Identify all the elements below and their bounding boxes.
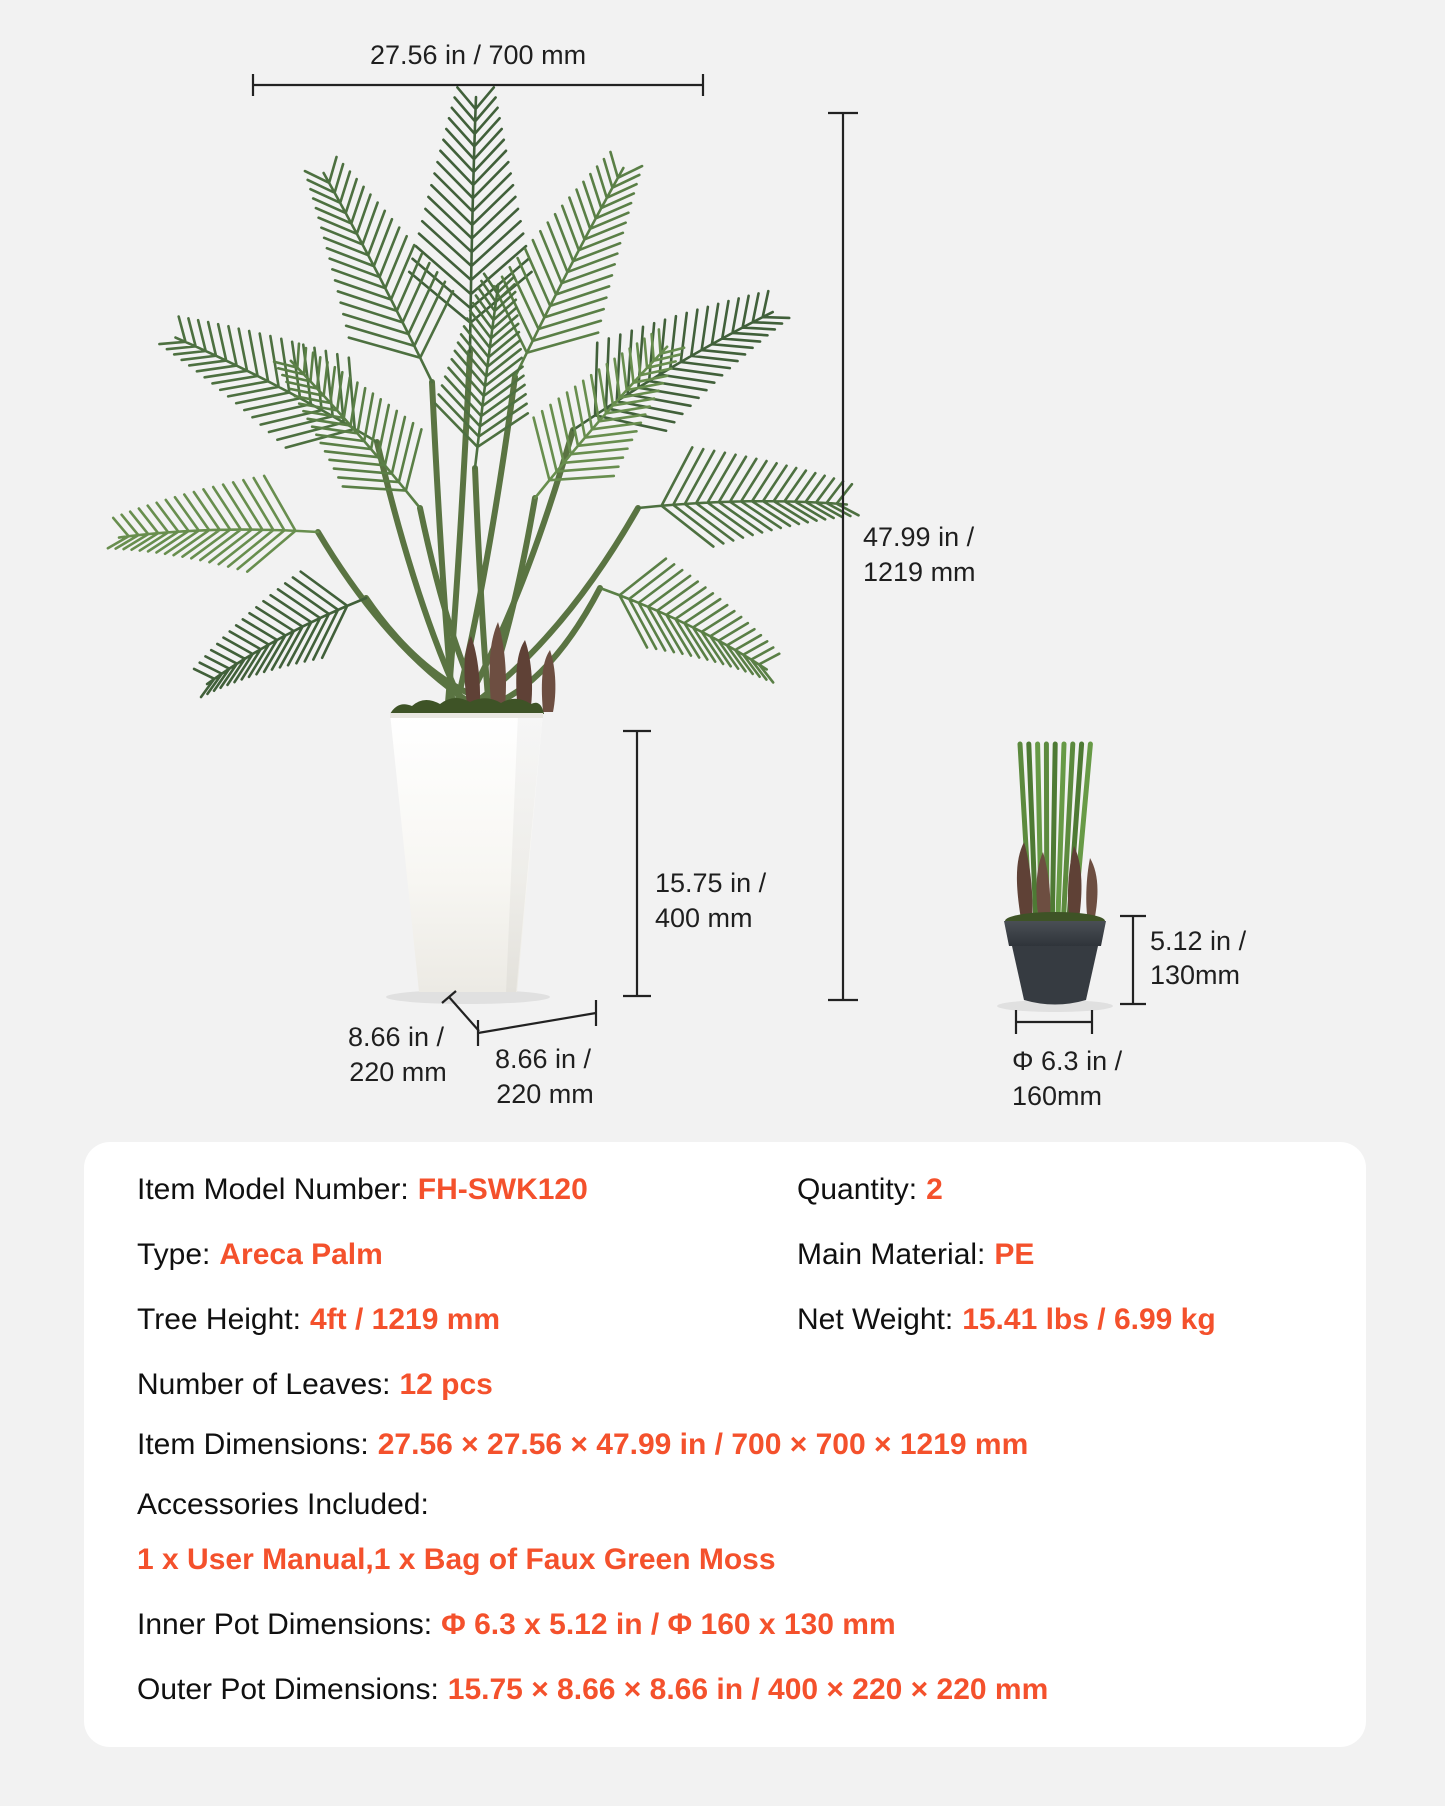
item-model-label: Item Model Number:: [137, 1173, 409, 1206]
planter-shadow: [386, 990, 550, 1004]
spec-type: [137, 1237, 797, 1273]
outer-pot-label: Outer Pot Dimensions:: [137, 1673, 439, 1706]
tree-height-label-line1: 47.99 in /: [863, 522, 975, 552]
spec-row-2: [137, 1237, 1326, 1273]
outer-pot-value: 15.75 × 8.66 × 8.66 in / 400 × 220 × 220 mm: [447, 1673, 1049, 1706]
outer-pot-height-line: [623, 731, 651, 996]
outer-pot-depth-label-line2: 220 mm: [349, 1057, 447, 1087]
spec-row-accessories-value: [137, 1542, 1326, 1578]
tree-height-value: 4ft / 1219 mm: [309, 1303, 501, 1336]
outer-pot-height-label-line1: 15.75 in /: [655, 868, 767, 898]
dimension-lines: [253, 74, 1146, 1046]
spec-quantity: [797, 1172, 1326, 1208]
outer-pot-width-label-line2: 220 mm: [496, 1079, 594, 1109]
outer-pot-height-label-line2: 400 mm: [655, 903, 753, 933]
tree-height-line: [828, 113, 858, 1000]
inner-pot-diameter-line: [1016, 1010, 1092, 1034]
inner-pot-label: Inner Pot Dimensions:: [137, 1608, 433, 1641]
net-weight-label: Net Weight:: [797, 1303, 954, 1336]
tree-width-line: [253, 74, 703, 96]
spec-row-outer-pot: [137, 1672, 1326, 1708]
inner-pot-diameter-label-line2: 160mm: [1012, 1081, 1103, 1111]
main-material-label: Main Material:: [797, 1238, 986, 1271]
tree-height-label-line2: 1219 mm: [863, 557, 976, 587]
inner-pot-photo: [997, 744, 1113, 1012]
accessories-label: Accessories Included:: [137, 1488, 429, 1521]
inner-pot-rim: [1004, 921, 1106, 946]
outer-pot-width-label-line1: 8.66 in /: [494, 1044, 592, 1074]
inner-pot-diameter-label-line1: Φ 6.3 in /: [1012, 1046, 1123, 1076]
spec-row-accessories: [137, 1487, 1326, 1523]
outer-pot-width-line: [478, 1000, 596, 1046]
spec-main-material: [797, 1237, 1326, 1273]
spec-item-model: [137, 1172, 797, 1208]
spec-row-3: [137, 1302, 1326, 1338]
inner-pot-height-label-line2: 130mm: [1150, 960, 1241, 990]
palm-stems: [318, 352, 638, 703]
quantity-value: 2: [926, 1173, 943, 1206]
inner-pot-value: Φ 6.3 x 5.12 in / Φ 160 x 130 mm: [441, 1608, 896, 1641]
main-material-value: PE: [994, 1238, 1035, 1271]
quantity-label: Quantity:: [797, 1173, 918, 1206]
net-weight-value: 15.41 lbs / 6.99 kg: [962, 1303, 1216, 1336]
tree-width-label: 27.56 in / 700 mm: [369, 40, 587, 70]
spec-row-leaves: [137, 1367, 1326, 1403]
planter-rim: [390, 713, 543, 718]
areca-palm-photo: [108, 87, 859, 1004]
inner-pot-height-label-line1: 5.12 in /: [1150, 926, 1247, 956]
item-dimensions-value: 27.56 × 27.56 × 47.99 in / 700 × 700 × 1219 mm: [377, 1428, 1029, 1461]
item-model-value: FH-SWK120: [417, 1173, 588, 1206]
tree-height-label: Tree Height:: [137, 1303, 301, 1336]
leaves-label: Number of Leaves:: [137, 1368, 391, 1401]
inner-pot-height-line: [1120, 916, 1146, 1004]
spec-row-1: [137, 1172, 1326, 1208]
inner-pot-body: [1012, 946, 1098, 1005]
leaves-value: 12 pcs: [399, 1368, 493, 1401]
spec-row-inner-pot: [137, 1607, 1326, 1643]
item-dimensions-label: Item Dimensions:: [137, 1428, 369, 1461]
spec-tree-height: [137, 1302, 797, 1338]
spec-card: [84, 1142, 1366, 1747]
type-value: Areca Palm: [219, 1238, 383, 1271]
spec-row-item-dimensions: [137, 1427, 1326, 1463]
outer-pot-depth-label-line1: 8.66 in /: [347, 1022, 445, 1052]
accessories-value: 1 x User Manual,1 x Bag of Faux Green Moss: [137, 1543, 776, 1576]
type-label: Type:: [137, 1238, 211, 1271]
spec-net-weight: [797, 1302, 1326, 1338]
